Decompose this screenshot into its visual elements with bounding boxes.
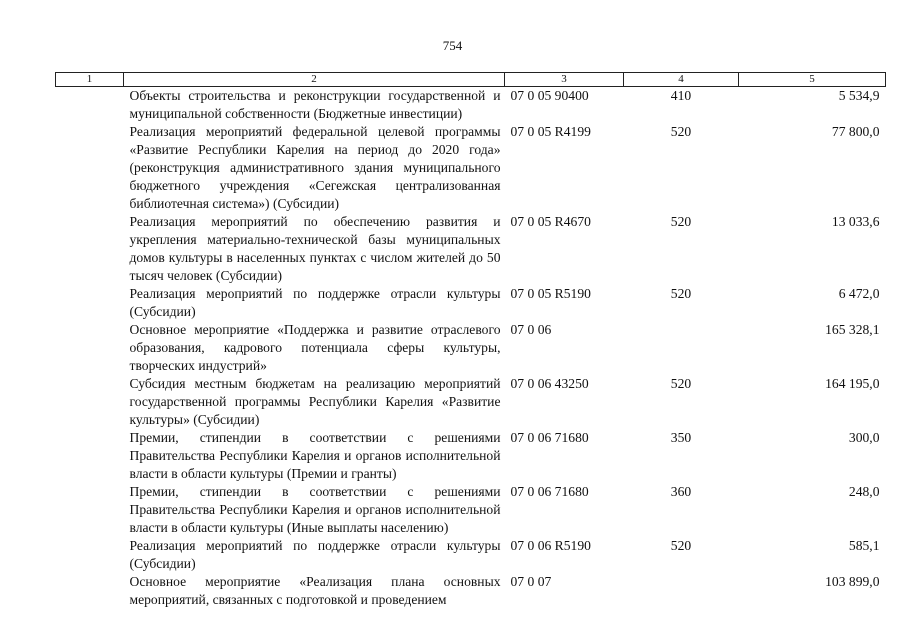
row-index-cell (56, 321, 124, 375)
row-index-cell (56, 285, 124, 321)
table-row (56, 429, 886, 483)
row-index-cell (56, 573, 124, 609)
table-row (56, 483, 886, 537)
row-index-cell (56, 375, 124, 429)
table-row (56, 537, 886, 573)
table-body (56, 87, 886, 610)
row-name: Субсидия местным бюджетам на реализацию мероприятий государственной программы Республики Карелия «Развитие культуры» (Субсидии) (129, 376, 501, 427)
row-name: Основное мероприятие «Поддержка и развитие отраслевого образования, кадрового потенциала сферы культуры, творческих индустрий» (129, 322, 501, 373)
table-header (56, 73, 886, 87)
row-amount: 103 899,0 (825, 574, 880, 589)
row-name: Реализация мероприятий федеральной целевой программы «Развитие Республики Карелия на период до 2020 года» (реконструкция административного здания муниципального бюджетного учреждения «Сегежская централизованная библиотечная система») (Субсидии) (129, 124, 501, 211)
row-amount: 5 534,9 (838, 88, 880, 103)
row-code: 07 0 06 43250 (510, 376, 589, 391)
row-name: Основное мероприятие «Реализация плана основных мероприятий, связанных с подготовкой и проведением (129, 574, 501, 607)
row-amount: 585,1 (848, 538, 880, 553)
row-amount: 6 472,0 (838, 286, 880, 301)
row-amount: 164 195,0 (825, 376, 880, 391)
table-row (56, 285, 886, 321)
row-name: Объекты строительства и реконструкции государственной и муниципальной собственности (Бюджетные инвестиции) (129, 88, 501, 121)
row-index-cell (56, 429, 124, 483)
row-code: 07 0 06 (510, 322, 552, 337)
row-type: 520 (670, 286, 692, 301)
row-code: 07 0 05 R5190 (510, 286, 591, 301)
row-index-cell (56, 87, 124, 124)
row-name: Реализация мероприятий по обеспечению развития и укрепления материально-технической базы муниципальных домов культуры в населенных пунктах с числом жителей до 50 тысяч человек (Субсидии) (129, 214, 501, 283)
column-header-1: 1 (56, 73, 124, 87)
column-header-5: 5 (739, 73, 886, 87)
table-row (56, 87, 886, 124)
row-type: 520 (670, 214, 692, 229)
row-index-cell (56, 483, 124, 537)
row-name: Премии, стипендии в соответствии с решениями Правительства Республики Карелия и органов исполнительной власти в области культуры (Премии и гранты) (129, 430, 501, 481)
row-type (624, 321, 739, 375)
row-index-cell (56, 537, 124, 573)
table-row (56, 375, 886, 429)
page-number: 754 (442, 38, 463, 53)
column-header-2: 2 (124, 73, 505, 87)
row-type: 410 (670, 88, 692, 103)
row-name: Премии, стипендии в соответствии с решениями Правительства Республики Карелия и органов исполнительной власти в области культуры (Иные выплаты населению) (129, 484, 501, 535)
column-header-4: 4 (624, 73, 739, 87)
row-amount: 13 033,6 (831, 214, 880, 229)
row-amount: 77 800,0 (831, 124, 880, 139)
row-code: 07 0 06 71680 (510, 430, 589, 445)
row-index-cell (56, 123, 124, 213)
table-row (56, 573, 886, 609)
table-row (56, 213, 886, 285)
column-header-3: 3 (505, 73, 624, 87)
row-name: Реализация мероприятий по поддержке отрасли культуры (Субсидии) (129, 538, 501, 571)
row-type: 520 (670, 124, 692, 139)
row-amount: 248,0 (848, 484, 880, 499)
row-type: 520 (670, 538, 692, 553)
row-code: 07 0 06 71680 (510, 484, 589, 499)
table-row (56, 321, 886, 375)
row-type: 360 (670, 484, 692, 499)
row-amount: 300,0 (848, 430, 880, 445)
column-number-row (56, 73, 886, 87)
row-code: 07 0 05 90400 (510, 88, 589, 103)
budget-table (55, 72, 886, 609)
row-amount: 165 328,1 (825, 322, 880, 337)
row-index-cell (56, 213, 124, 285)
row-code: 07 0 07 (510, 574, 552, 589)
row-code: 07 0 05 R4670 (510, 214, 591, 229)
row-type: 350 (670, 430, 692, 445)
row-code: 07 0 06 R5190 (510, 538, 591, 553)
row-name: Реализация мероприятий по поддержке отрасли культуры (Субсидии) (129, 286, 501, 319)
row-code: 07 0 05 R4199 (510, 124, 591, 139)
row-type: 520 (670, 376, 692, 391)
row-type (624, 573, 739, 609)
table-row (56, 123, 886, 213)
